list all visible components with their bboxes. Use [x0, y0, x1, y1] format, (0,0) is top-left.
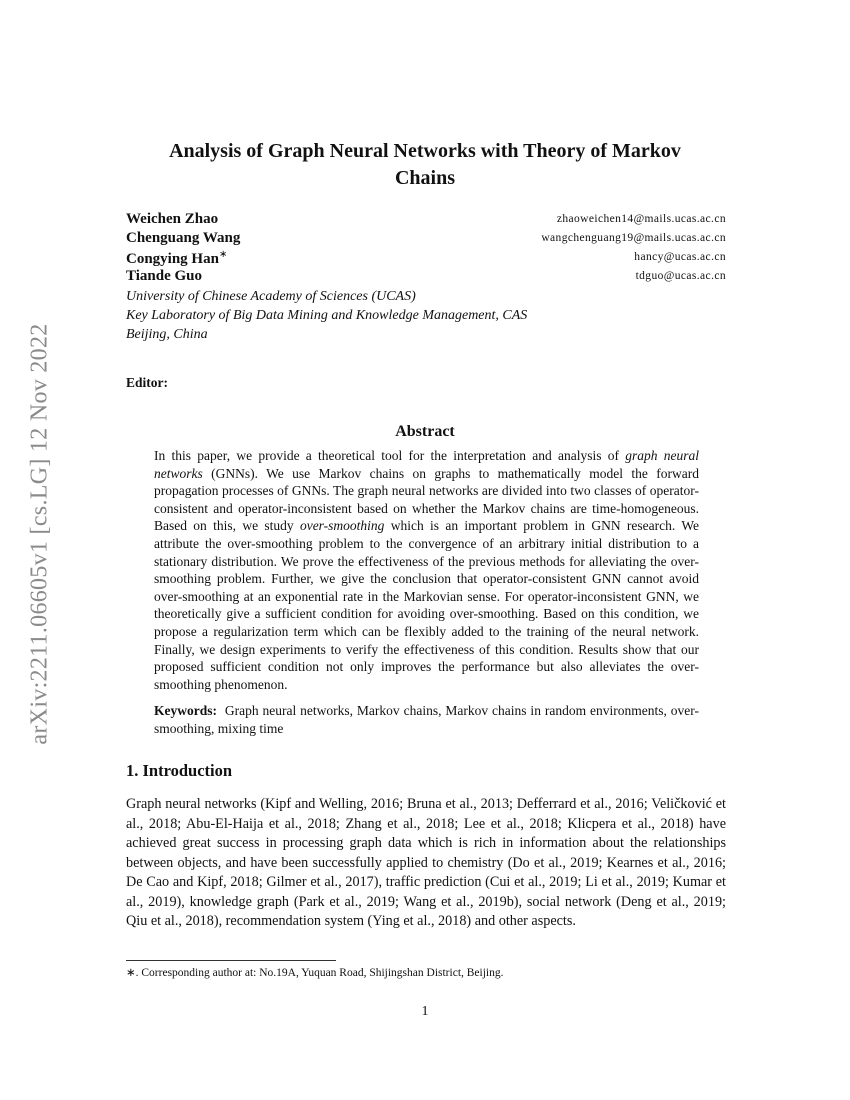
arxiv-sidebar — [18, 290, 62, 778]
author-block — [126, 211, 726, 344]
abstract-body — [154, 447, 699, 693]
editor-label: Editor: — [126, 375, 168, 390]
author-row — [126, 268, 726, 287]
keywords — [154, 702, 699, 737]
keywords-text: Graph neural networks, Markov chains, Markov chains in random environments, over-smoothing, mixing time — [154, 703, 700, 736]
section-title: Introduction — [142, 761, 233, 780]
paper-title-line-2: Chains — [394, 167, 456, 189]
paper-title-line-1: Analysis of Graph Neural Networks with Theory of Markov — [169, 140, 681, 162]
author-row — [126, 249, 726, 268]
abstract-heading: Abstract — [395, 423, 455, 440]
affiliation: University of Chinese Academy of Sciences (UCAS) — [126, 289, 416, 304]
author-email: hancy@ucas.ac.cn — [634, 251, 726, 263]
introduction-body — [126, 795, 726, 932]
author-name: Weichen Zhao — [126, 211, 219, 227]
author-email: tdguo@ucas.ac.cn — [635, 270, 726, 282]
footnote: ∗. Corresponding author at: No.19A, Yuquan Road, Shijingshan District, Beijing. — [126, 967, 504, 979]
author-name: Chenguang Wang — [126, 230, 241, 246]
author-name-corresponding — [126, 249, 227, 268]
author-row — [126, 230, 726, 249]
abstract-text: which is an important problem in GNN research. We attribute the over-smoothing problem to the convergence of an arbitrary initial distribution to a stationary distribution. We prove the effectiveness of the previous methods for alleviating the over-smoothing problem. Further, we give the conclusion that operator-consistent GNN cannot avoid over-smoothing at an exponential rate in the Markovian sense. For operator-inconsistent GNN, we theoretically give a sufficient condition for avoiding over-smoothing. Based on this condition, we propose a regularization term which can be flexibly added to the training of the neural network. Finally, we design experiments to verify the effectiveness of this condition. Results show that our proposed sufficient condition not only improves the performance but also alleviates the over-smoothing phenomenon. — [154, 518, 699, 692]
footnote-rule — [126, 960, 336, 961]
arxiv-identifier: arXiv:2211.06605v1 [cs.LG] 12 Nov 2022 — [26, 323, 53, 745]
introduction-paragraph: Graph neural networks (Kipf and Welling, 2016; Bruna et al., 2013; Defferrard et al., 2016; Veličković et al., 2018; Abu-El-Haija et al., 2018; Zhang et al., 2018; Lee et al., 2018; Klicpera et al., 2018) have achieved great success in processing graph data which is rich in information about the relationships between objects, and have been successfully applied to chemistry (Do et al., 2019; Kearnes et al., 2016; De Cao and Kipf, 2018; Gilmer et al., 2017), traffic prediction (Cui et al., 2019; Li et al., 2019; Kumar et al., 2019), knowledge graph (Park et al., 2019; Wang et al., 2019b), social network (Deng et al., 2019; Qiu et al., 2018), recommendation system (Ying et al., 2018) and other aspects. — [126, 796, 726, 929]
author-email: zhaoweichen14@mails.ucas.ac.cn — [556, 213, 726, 225]
abstract-text: (GNNs). We use Markov chains on graphs to mathematically model the forward propagation processes of GNNs. The graph neural networks are divided into two classes of operator-consistent and operator-inconsistent based on whether the Markov chains are time-homogeneous. Based on this, we study — [154, 465, 699, 534]
corresponding-author-mark: ∗ — [218, 249, 228, 260]
abstract-emphasis: graph neural networks — [154, 448, 699, 481]
author-name-text: Congying Han — [126, 251, 219, 267]
abstract-emphasis: over-smoothing — [299, 518, 385, 534]
section-number: 1. — [126, 761, 139, 780]
author-email: wangchenguang19@mails.ucas.ac.cn — [541, 232, 726, 244]
abstract-text: In this paper, we provide a theoretical tool for the interpretation and analysis of — [154, 448, 626, 463]
keywords-label: Keywords: — [154, 703, 217, 718]
page-number: 1 — [421, 1004, 429, 1019]
author-row — [126, 211, 726, 230]
paper-title — [0, 138, 850, 192]
author-name: Tiande Guo — [126, 268, 203, 284]
affiliation: Key Laboratory of Big Data Mining and Knowledge Management, CAS — [126, 308, 528, 323]
section-heading-introduction — [126, 761, 232, 781]
affiliation-location: Beijing, China — [126, 327, 208, 342]
